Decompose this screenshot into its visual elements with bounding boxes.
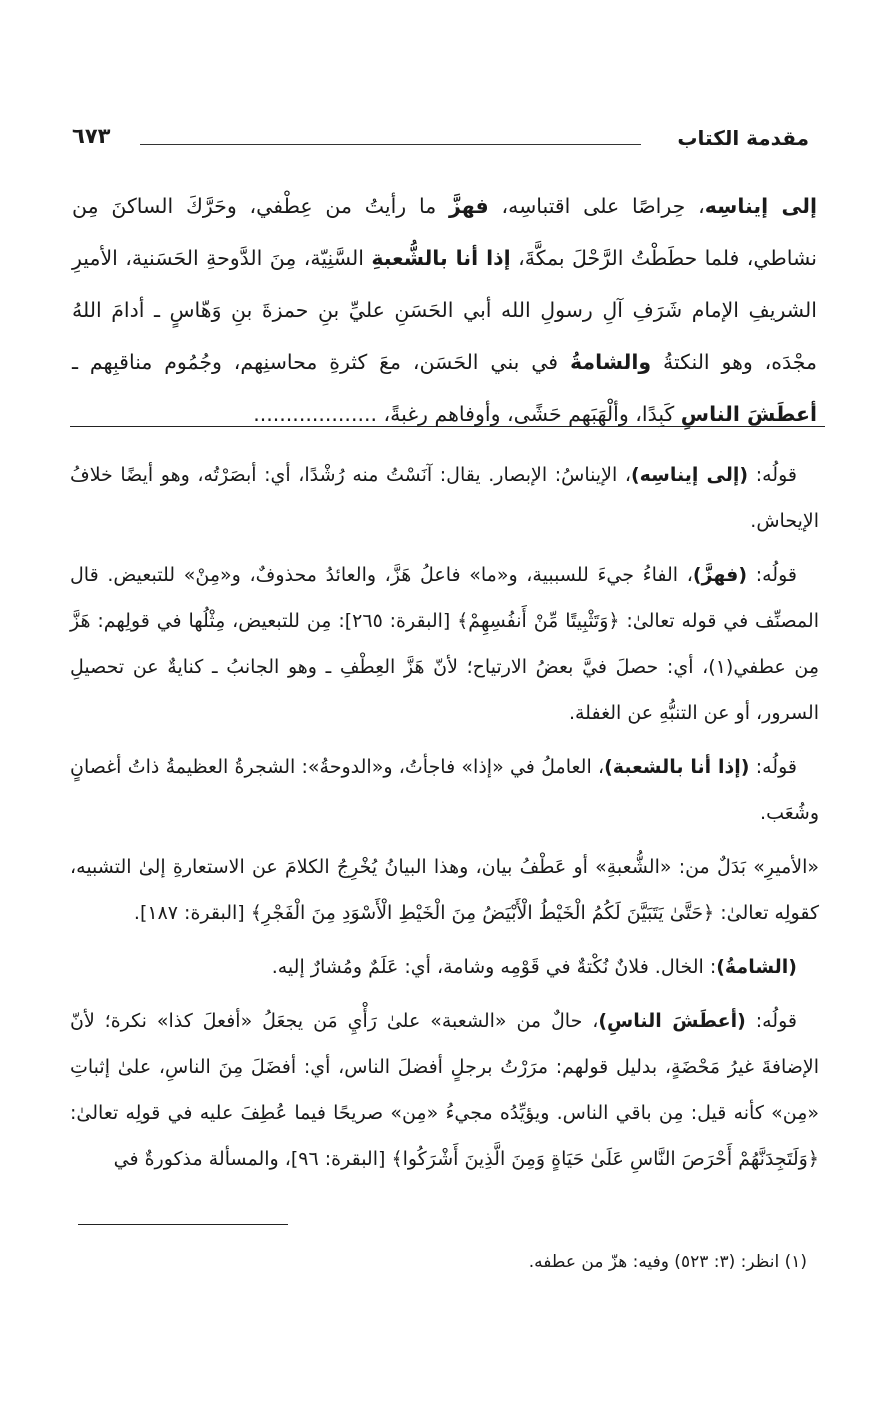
commentary-paragraph bbox=[70, 452, 819, 544]
commentary-paragraph bbox=[70, 998, 819, 1182]
page-number: ٦٧٣ bbox=[72, 124, 111, 148]
commentary-body: : الخال. فلانٌ نُكْتةٌ في قَوْمِه وشامة، أي: عَلَمٌ ومُشارٌ إليه. bbox=[271, 956, 717, 978]
main-text-segment: السَّنِيّة، مِنَ الدَّوحةِ الحَسَنية، الأميرِ الشريفِ الإمام شَرَفِ آلِ رسولِ الله أبي الحَسَنِ عليِّ بنِ حمزةَ بنِ وَهّاسٍ ـ أدامَ اللهُ مجْدَه، وهو النكتةُ bbox=[72, 246, 817, 374]
main-text bbox=[72, 180, 817, 440]
main-text-bold-phrase: إذا أنا بالشُّعبةِ bbox=[371, 246, 511, 270]
commentary-body: ، العاملُ في «إذا» فاجأتُ، و«الدوحةُ»: الشجرةُ العظيمةُ ذاتُ أغصانٍ وشُعَب. bbox=[70, 756, 819, 824]
page-header bbox=[72, 122, 809, 162]
header-rule bbox=[140, 144, 641, 145]
commentary-lead: قولُه: bbox=[745, 1010, 797, 1032]
main-text-bold-phrase: أعطَشَ الناسِ bbox=[680, 402, 817, 426]
commentary-lemma: (إذا أنا بالشعبة) bbox=[604, 756, 750, 778]
main-text-segment: ما رأيتُ من عِطْفي، وحَرَّكَ الساكنَ مِن نشاطي، فلما حطَطْتُ الرَّحْلَ بمكَّةَ، bbox=[72, 194, 817, 270]
text-commentary-divider bbox=[70, 426, 825, 427]
commentary-body: ، الإيناسُ: الإبصار. يقال: آنَسْتُ منه رُشْدًا، أي: أبصَرْتُه، وهو أيضًا خلافُ الإيحاش. bbox=[70, 464, 819, 532]
commentary-body: ، الفاءُ جيءَ للسببية، و«ما» فاعلُ هَزَّ، والعائدُ محذوفٌ، و«مِنْ» للتبعيض. قال المصنِّف في قوله تعالىٰ: ﴿وَتَثْبِيتًا مِّنْ أَنفُسِهِمْ﴾ [البقرة: ٢٦٥]: مِن للتبعيض، مِثْلُها في قولِهم: هَزَّ مِن عطفي(١)، أي: حصلَ فيَّ بعضُ الارتياح؛ لأنّ هَزَّ العِطْفِ ـ وهو الجانبُ ـ كنايةٌ عن تحصيلِ السرور، أو عن التنبُّهِ عن الغفلة. bbox=[70, 564, 819, 724]
commentary-paragraph bbox=[70, 744, 819, 836]
commentary-lemma: (أعطَشَ الناسِ) bbox=[598, 1010, 746, 1032]
footnote: (١) انظر: (٣: ٥٢٣) وفيه: هزّ من عطفه. bbox=[528, 1252, 807, 1272]
commentary-body: «الأميرِ» بَدَلٌ من: «الشُّعبةِ» أو عَطْفُ بيان، وهذا البيانُ يُخْرِجُ الكلامَ عن الاستعارةِ إلىٰ التشبيه، كقولِه تعالىٰ: ﴿حَتَّىٰ يَتَبَيَّنَ لَكُمُ الْخَيْطُ الْأَبْيَضُ مِنَ الْخَيْطِ الْأَسْوَدِ مِنَ الْفَجْرِ﴾ [البقرة: ١٨٧]. bbox=[70, 856, 819, 924]
continuation-dots: ................... bbox=[253, 402, 378, 426]
commentary-lead: قولُه: bbox=[747, 564, 797, 586]
commentary-lead: قولُه: bbox=[749, 756, 797, 778]
main-text-bold-phrase: والشامةُ bbox=[569, 350, 652, 374]
main-text-segment: كَبِدًا، وألْهَبَهم حَشًى، وأوفاهم رغبةً، bbox=[383, 402, 681, 426]
commentary-lemma: (فهزَّ) bbox=[692, 564, 748, 586]
commentary-paragraph bbox=[70, 844, 819, 936]
commentary-body: ، حالٌ من «الشعبة» علىٰ رَأْيِ مَن يجعَلُ «أفعلَ كذا» نكرة؛ لأنّ الإضافةَ غيرُ مَحْضَةٍ، بدليل قولهم: مرَرْتُ برجلٍ أفضلَ الناس، أي: أفضَلَ مِنَ الناسِ، علىٰ إثباتِ «مِن» كأنه قيل: مِن باقي الناس. ويؤيِّدُه مجيءُ «مِن» صريحًا فيما عُطِفَ عليه في قولِه تعالىٰ: ﴿وَلَتَجِدَنَّهُمْ أَحْرَصَ النَّاسِ عَلَىٰ حَيَاةٍ وَمِنَ الَّذِينَ أَشْرَكُوا﴾ [البقرة: ٩٦]، والمسألة مذكورةٌ في bbox=[70, 1010, 819, 1170]
main-text-bold-phrase: فهزَّ bbox=[448, 194, 489, 218]
main-text-bold-phrase: إلى إيناسِه bbox=[704, 194, 817, 218]
commentary-paragraph bbox=[70, 944, 819, 990]
commentary-section bbox=[70, 452, 819, 1190]
running-title: مقدمة الكتاب bbox=[677, 126, 809, 150]
commentary-lemma: (إلى إيناسِه) bbox=[630, 464, 749, 486]
commentary-paragraph bbox=[70, 552, 819, 736]
main-text-segment: في بني الحَسَن، معَ كثرةِ محاسنِهم، وجُمُوم مناقبِهم ـ bbox=[72, 350, 570, 374]
footnote-rule bbox=[78, 1224, 288, 1225]
main-text-segment: ، حِراصًا على اقتباسِه، bbox=[488, 194, 705, 218]
commentary-lead: قولُه: bbox=[748, 464, 797, 486]
commentary-lemma: (الشامةُ) bbox=[716, 956, 797, 978]
